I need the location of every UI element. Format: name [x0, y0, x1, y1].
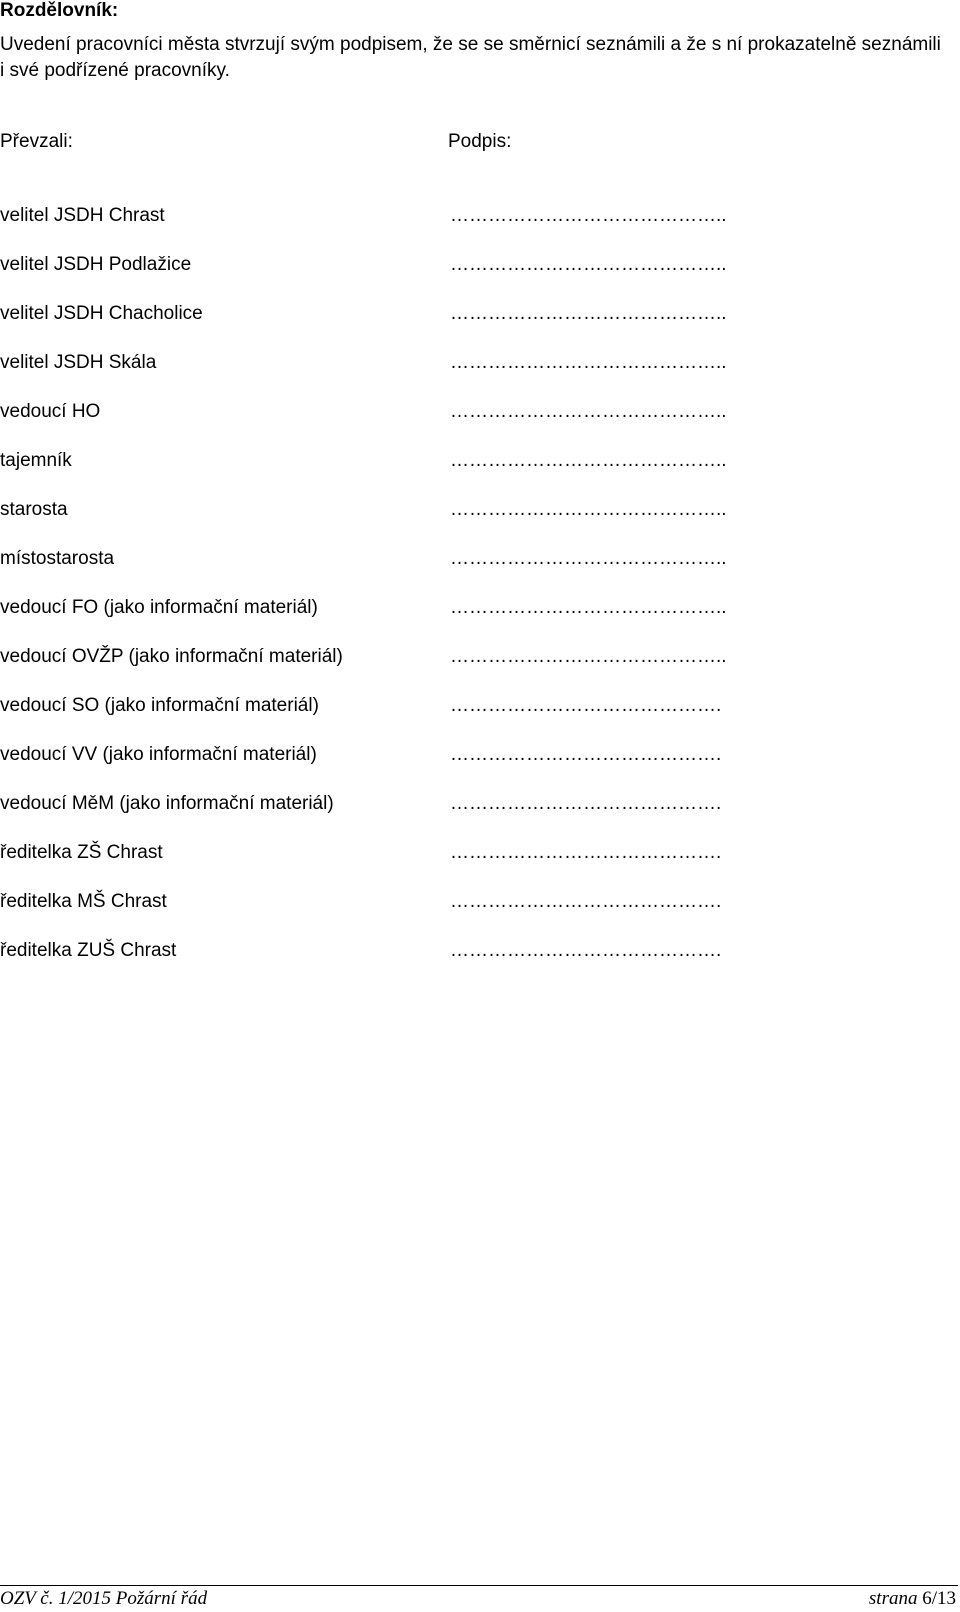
signature-line: …………………………………….. — [450, 548, 727, 569]
document-title: OZV č. 1/2015 Požární řád — [0, 1588, 208, 1609]
list-item — [0, 793, 950, 842]
signature-line: ……………………………………. — [450, 842, 722, 863]
recipient-role: tajemník — [0, 450, 72, 471]
recipient-role: ředitelka ZŠ Chrast — [0, 842, 163, 863]
signature-line: …………………………………….. — [450, 450, 727, 471]
distribution-list — [0, 205, 950, 989]
signature-line: …………………………………….. — [450, 254, 727, 275]
recipient-role: ředitelka ZUŠ Chrast — [0, 940, 177, 961]
signature-line: ……………………………………. — [450, 793, 722, 814]
page-footer — [0, 1585, 958, 1612]
list-item — [0, 842, 950, 891]
list-item — [0, 499, 950, 548]
signature-line: …………………………………….. — [450, 205, 727, 226]
list-item — [0, 352, 950, 401]
recipient-role: velitel JSDH Chacholice — [0, 303, 203, 324]
recipient-role: vedoucí HO — [0, 401, 101, 422]
recipient-role: vedoucí FO (jako informační materiál) — [0, 597, 318, 618]
recipient-role: ředitelka MŠ Chrast — [0, 891, 167, 912]
list-item — [0, 891, 950, 940]
recipient-role: vedoucí VV (jako informační materiál) — [0, 744, 317, 765]
list-item — [0, 695, 950, 744]
list-item — [0, 597, 950, 646]
recipient-role: vedoucí MěM (jako informační materiál) — [0, 793, 334, 814]
list-item — [0, 940, 950, 989]
recipient-role: velitel JSDH Chrast — [0, 205, 165, 226]
list-item — [0, 646, 950, 695]
recipient-role: vedoucí SO (jako informační materiál) — [0, 695, 319, 716]
signature-line: …………………………………….. — [450, 597, 727, 618]
list-item — [0, 205, 950, 254]
signature-column-header: Podpis: — [448, 131, 512, 152]
page-number — [869, 1587, 956, 1611]
received-by-column-header: Převzali: — [0, 131, 73, 152]
recipient-role: velitel JSDH Podlažice — [0, 254, 192, 275]
list-item — [0, 548, 950, 597]
list-item — [0, 303, 950, 352]
signature-line: ……………………………………. — [450, 891, 722, 912]
list-item — [0, 254, 950, 303]
signature-line: ……………………………………. — [450, 695, 722, 716]
recipient-role: velitel JSDH Skála — [0, 352, 157, 373]
signature-line: ……………………………………. — [450, 744, 722, 765]
signature-line: ……………………………………. — [450, 940, 722, 961]
signature-line: …………………………………….. — [450, 352, 727, 373]
list-item — [0, 744, 950, 793]
signature-line: …………………………………….. — [450, 401, 727, 422]
recipient-role: starosta — [0, 499, 68, 520]
page-number-label: strana — [868, 1588, 918, 1609]
distribution-list-heading: Rozdělovník: — [0, 0, 119, 21]
signature-line: …………………………………….. — [450, 499, 727, 520]
list-item — [0, 401, 950, 450]
page-number-value: 6/13 — [922, 1588, 956, 1609]
list-item — [0, 450, 950, 499]
signature-line: …………………………………….. — [450, 303, 727, 324]
recipient-role: místostarosta — [0, 548, 115, 569]
recipient-role: vedoucí OVŽP (jako informační materiál) — [0, 646, 343, 667]
signature-line: …………………………………….. — [450, 646, 727, 667]
intro-paragraph: Uvedení pracovníci města stvrzují svým podpisem, že se se směrnicí seznámili a že s ní prokazatelně seznámili i své podřízené pracovníky. — [0, 34, 941, 81]
